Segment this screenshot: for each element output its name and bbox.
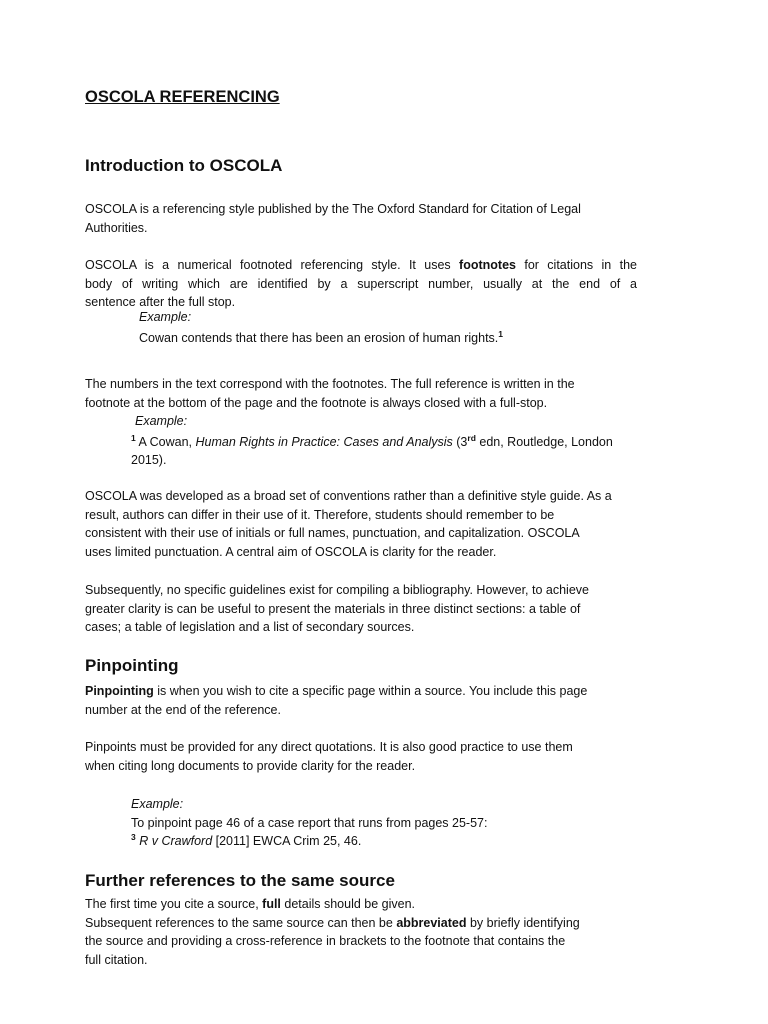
text-line: footnote at the bottom of the page and the footnote is always closed with a full-stop. [85,395,548,410]
text-line: when citing long documents to provide clarity for the reader. [85,758,416,773]
text-line: The first time you cite a source, full details should be given. [85,897,416,911]
further-references-paragraph [85,895,580,969]
pinpointing-paragraph-2 [85,738,573,775]
intro-paragraph-2 [85,256,637,312]
section-heading-further-references: Further references to the same source [85,871,395,890]
intro-paragraph-1 [85,200,581,237]
text-line: OSCOLA is a referencing style published by the The Oxford Standard for Citation of Legal [85,202,581,216]
text-line: uses limited punctuation. A central aim of OSCOLA is clarity for the reader. [85,544,497,559]
bold-term-abbreviated: abbreviated [396,915,467,930]
case-name: R v Crawford [139,834,213,848]
text-line: The numbers in the text correspond with the footnotes. The full reference is written in the [85,377,575,391]
page-title: OSCOLA REFERENCING [85,88,280,106]
book-title: Human Rights in Practice: Cases and Analysis [195,434,453,449]
text-line: Subsequent references to the same source can then be abbreviated by briefly identifying [85,915,580,930]
example-text: To pinpoint page 46 of a case report that runs from pages 25-57: [131,815,488,830]
example-block-2 [131,412,613,470]
text-line: OSCOLA is a numerical footnoted referencing style. It uses footnotes for citations in the [85,258,637,272]
text-line: cases; a table of legislation and a list of secondary sources. [85,620,415,634]
example-block-3 [131,795,487,851]
intro-paragraph-4 [85,487,612,561]
example-label: Example: [131,797,184,811]
text-line: Pinpoints must be provided for any direct quotations. It is also good practice to use them [85,740,573,754]
pinpointing-paragraph-1 [85,682,587,719]
footnote-citation: $^1$ A Cowan, Human Rights in Practice: Cases and Analysis (3rd edn, Routledge, London [131,432,613,449]
example-text: Cowan contends that there has been an erosion of human rights.$^1$ [139,328,503,345]
text-line: 2015). [131,453,167,467]
text-line: OSCOLA was developed as a broad set of conventions rather than a definitive style guide. As a [85,489,612,503]
section-heading-pinpointing: Pinpointing [85,656,179,675]
text-line: body of writing which are identified by a superscript number, usually at the end of a [85,276,637,291]
text-line: full citation. [85,952,148,967]
text-line: Authorities. [85,220,148,235]
footnote-citation: $^3$ R v Crawford [2011] EWCA Crim 25, 46. [131,832,362,848]
text-line: sentence after the full stop. [85,295,236,309]
bold-term-full: full [262,897,281,911]
text-line: greater clarity is can be useful to present the materials in three distinct sections: a table of [85,601,581,616]
example-block-1 [139,308,503,347]
text-line: result, authors can differ in their use of it. Therefore, students should remember to be [85,507,555,522]
bold-term-pinpointing: Pinpointing [85,684,154,698]
intro-paragraph-5 [85,581,589,637]
footnote-marker: 1 [498,328,503,339]
text-line: the source and providing a cross-reference in brackets to the footnote that contains the [85,934,566,948]
bold-term-footnotes: footnotes [459,258,516,272]
intro-paragraph-3 [85,375,575,412]
text-line: number at the end of the reference. [85,702,281,717]
example-label: Example: [139,310,192,324]
section-heading-introduction: Introduction to OSCOLA [85,156,283,175]
text-line: Subsequently, no specific guidelines exist for compiling a bibliography. However, to achieve [85,583,589,597]
text-line: Pinpointing is when you wish to cite a specific page within a source. You include this page [85,684,588,698]
example-label: Example: [135,414,188,428]
text-line: consistent with their use of initials or full names, punctuation, and capitalization. OSCOLA [85,526,580,540]
